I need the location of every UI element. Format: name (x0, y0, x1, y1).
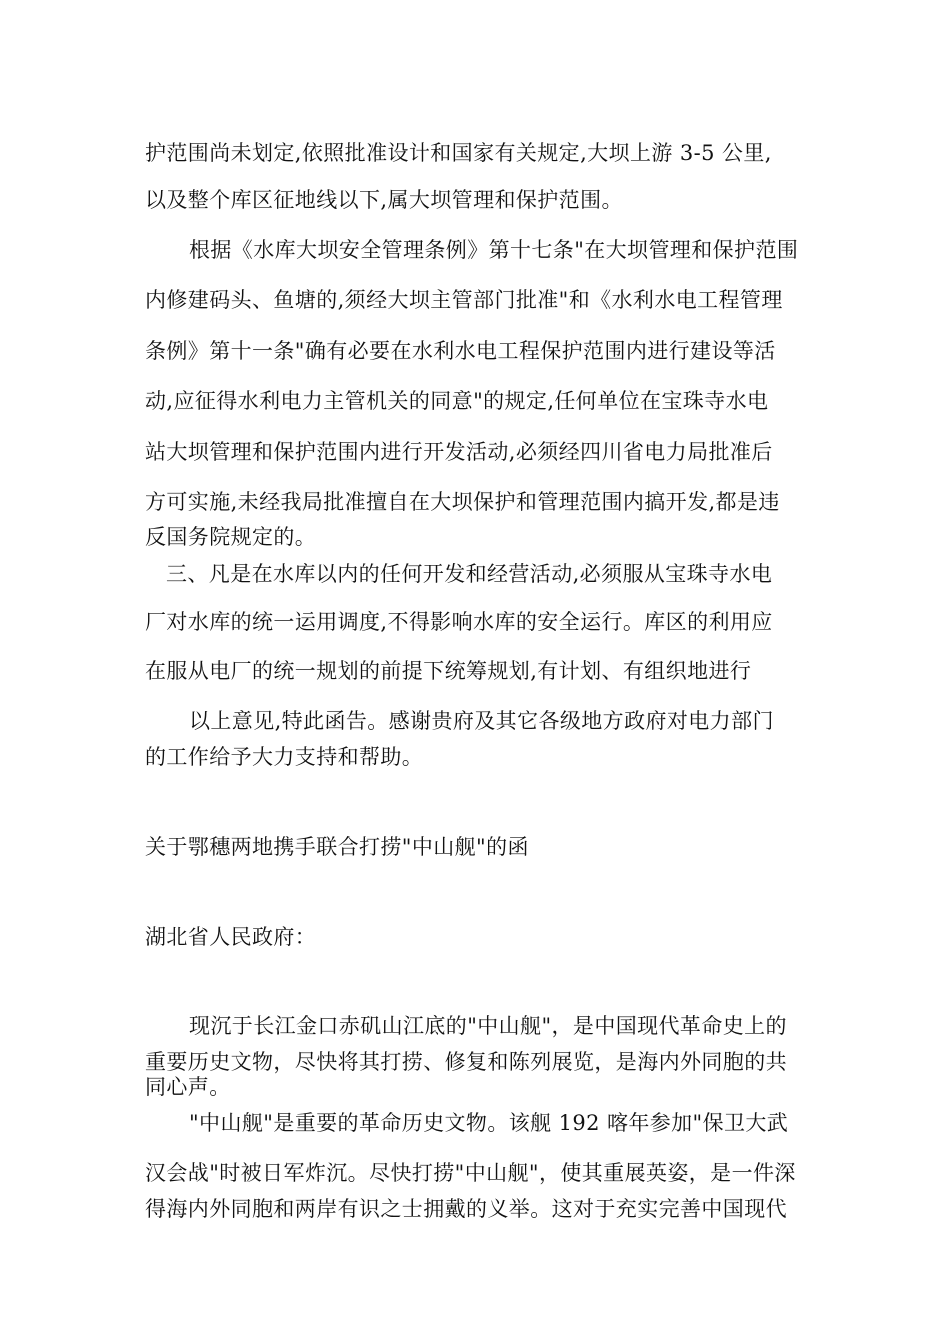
text-line: 现沉于长江金口赤矶山江底的"中山舰"，是中国现代革命史上的 (189, 1014, 787, 1038)
salutation: 湖北省人民政府： (145, 925, 317, 949)
text-line: 的工作给予大力支持和帮助。 (145, 745, 424, 769)
text-line: 三、凡是在水库以内的任何开发和经营活动,必须服从宝珠寺水电 (166, 562, 773, 586)
text-line: 以及整个库区征地线以下,属大坝管理和保护范围。 (145, 188, 623, 212)
text-line: 内修建码头、鱼塘的,须经大坝主管部门批准"和《水利水电工程管理 (145, 288, 783, 312)
text-line: "中山舰"是重要的革命历史文物。该舰 192 喀年参加"保卫大武 (189, 1111, 789, 1135)
section-title: 关于鄂穗两地携手联合打捞"中山舰"的函 (145, 835, 529, 859)
text-line: 方可实施,未经我局批准擅自在大坝保护和管理范围内搞开发,都是违 (145, 490, 780, 514)
text-line: 动,应征得水利电力主管机关的同意"的规定,任何单位在宝珠寺水电 (145, 389, 769, 413)
text-line: 护范围尚未划定,依照批准设计和国家有关规定,大坝上游 3-5 公里, (145, 141, 772, 165)
text-line: 得海内外同胞和两岸有识之士拥戴的义举。这对于充实完善中国现代 (145, 1197, 787, 1221)
text-line: 反国务院规定的。 (145, 525, 317, 549)
text-line: 站大坝管理和保护范围内进行开发活动,必须经四川省电力局批准后 (145, 440, 773, 464)
text-line: 条例》第十一条"确有必要在水利水电工程保护范围内进行建设等活 (145, 339, 776, 363)
text-line: 在服从电厂的统一规划的前提下统筹规划,有计划、有组织地进行 (145, 659, 752, 683)
text-line: 以上意见,特此函告。感谢贵府及其它各级地方政府对电力部门 (189, 709, 774, 733)
text-line: 同心声。 (145, 1075, 231, 1099)
text-line: 重要历史文物，尽快将其打捞、修复和陈列展览，是海内外同胞的共 (145, 1050, 787, 1074)
text-line: 厂对水库的统一运用调度,不得影响水库的安全运行。库区的利用应 (145, 610, 773, 634)
text-line: 汉会战"时被日军炸沉。尽快打捞"中山舰"，使其重展英姿，是一件深 (145, 1161, 796, 1185)
text-line: 根据《水库大坝安全管理条例》第十七条"在大坝管理和保护范围 (189, 238, 799, 262)
